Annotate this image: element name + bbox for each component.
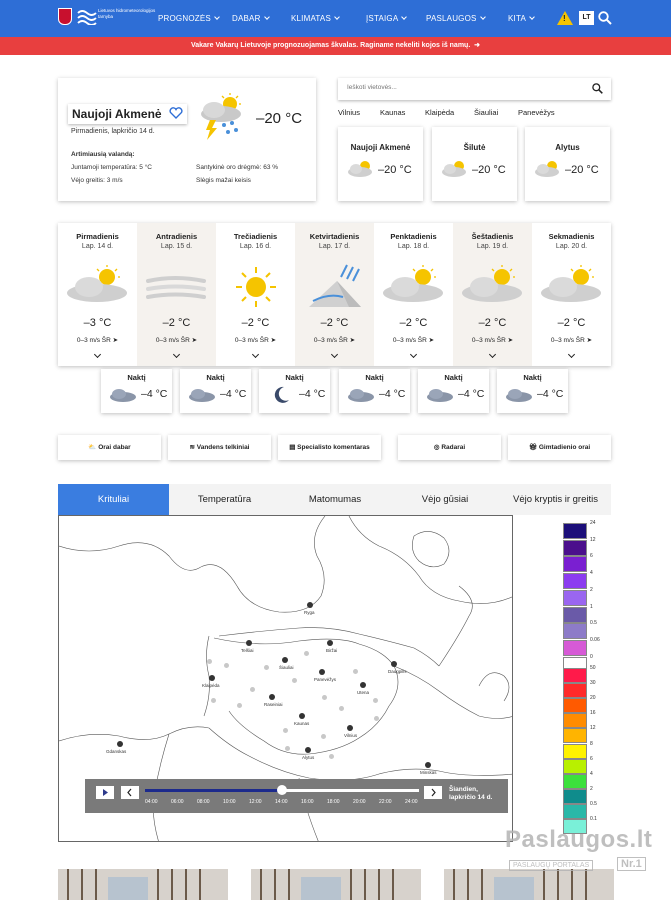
night-forecast[interactable]: Naktį –4 °C [101, 369, 172, 413]
news-image[interactable] [251, 869, 421, 900]
timeline-hour-label[interactable]: 22:00 [379, 799, 392, 805]
city-marker[interactable] [425, 762, 431, 768]
felt-temperature: Juntamoji temperatūra: 5 °C [71, 164, 152, 171]
city-marker-label: Panevėžys [314, 677, 337, 682]
quick-city-siauliai[interactable]: Šiauliai [474, 108, 499, 117]
legend-swatch [563, 590, 587, 606]
legend-value: 50 [590, 665, 596, 671]
quick-city-panevezys[interactable]: Panevėžys [518, 108, 555, 117]
tab-vejo-gusiai[interactable]: Vėjo gūsiai [421, 494, 469, 505]
cloud-icon [188, 387, 216, 403]
chevron-down-icon[interactable] [489, 351, 496, 358]
city-marker[interactable] [282, 657, 288, 663]
chevron-down-icon[interactable] [94, 351, 101, 358]
legend-value: 6 [590, 755, 593, 762]
station-marker[interactable] [237, 703, 242, 708]
moon-icon [271, 385, 291, 405]
legend-swatch [563, 623, 587, 639]
timeline-player [85, 779, 508, 813]
next-button[interactable] [424, 786, 442, 799]
storm-icon [307, 263, 363, 309]
nearest-hour-label: Artimiausią valandą: [71, 151, 135, 158]
day-forecast[interactable]: Šeštadienis Lap. 19 d. –2 °C 0–3 m/s ŠR ➤ [453, 223, 532, 366]
legend-value: 16 [590, 710, 596, 717]
timeline-hour-label[interactable]: 24:00 [405, 799, 418, 805]
legend-value: 1 [590, 603, 593, 610]
timeline-current-label: Šiandien, lapkričio 14 d. [449, 786, 493, 801]
city-marker[interactable] [299, 713, 305, 719]
city-marker[interactable] [391, 661, 397, 667]
tab-vejo-kryptis[interactable]: Vėjo kryptis ir greitis [513, 494, 598, 505]
sun-icon [235, 266, 277, 308]
nav-prognozes[interactable]: PROGNOZĖS [158, 14, 219, 23]
city-marker-label: Daugpilis [388, 669, 407, 674]
pressure: Slėgis mažai keisis [196, 177, 251, 184]
timeline-hour-label[interactable]: 12:00 [249, 799, 262, 805]
quick-city-vilnius[interactable]: Vilnius [338, 108, 360, 117]
legend-value: 24 [590, 520, 596, 526]
city-marker[interactable] [117, 741, 123, 747]
night-forecast[interactable]: Naktį –4 °C [339, 369, 410, 413]
chevron-down-icon [480, 14, 486, 20]
city-marker-label: Raseiniai [264, 702, 283, 707]
legend-swatch [563, 744, 587, 759]
radars-button[interactable]: ◎ Radarai [398, 435, 501, 460]
legend-value: 4 [590, 770, 593, 777]
nav-paslaugos[interactable]: PASLAUGOS [426, 14, 485, 23]
legend-swatch [563, 573, 587, 589]
map-tabs [58, 484, 611, 515]
watermark-sub: PASLAUGŲ PORTALAS [509, 860, 593, 871]
timeline-hour-label[interactable]: 06:00 [171, 799, 184, 805]
timeline-hour-label[interactable]: 18:00 [327, 799, 340, 805]
top-header [0, 0, 671, 37]
building-image [444, 869, 614, 900]
legend-swatch [563, 640, 587, 656]
chevron-left-icon [121, 786, 139, 799]
wind-arrow-icon: ➤ [586, 337, 593, 344]
current-city-title: Naujoji Akmenė [68, 104, 187, 124]
wind-arrow-icon: ➤ [349, 337, 356, 344]
legend-swatch [563, 759, 587, 774]
station-marker[interactable] [322, 695, 327, 700]
cloud-icon [426, 387, 454, 403]
wind-arrow-icon: ➤ [428, 337, 435, 344]
cloud-sun-icon [460, 265, 524, 305]
city-marker[interactable] [305, 747, 311, 753]
warning-icon[interactable]: ! [557, 11, 573, 25]
cloud-sun-icon [347, 159, 375, 179]
legend-value: 2 [590, 785, 593, 792]
legend-swatch [563, 728, 587, 743]
legend-swatch [563, 668, 587, 683]
station-marker[interactable] [211, 698, 216, 703]
timeline-hour-label[interactable]: 20:00 [353, 799, 366, 805]
legend-value: 20 [590, 695, 596, 702]
play-button[interactable] [96, 786, 114, 799]
city-marker-label: Utena [357, 690, 370, 695]
legend-value: 12 [590, 536, 596, 543]
legend-value: 0.5 [590, 800, 597, 807]
day-forecast[interactable]: Penktadienis Lap. 18 d. –2 °C 0–3 m/s ŠR ➤ [374, 223, 453, 366]
city-marker[interactable] [209, 675, 215, 681]
legend-swatch [563, 713, 587, 728]
city-marker-label: Minskas [420, 770, 437, 775]
document-icon: ▤ [289, 444, 298, 451]
current-temp: –20 °C [256, 110, 303, 127]
night-forecast[interactable]: Naktį –4 °C [180, 369, 251, 413]
night-forecast[interactable]: Naktį –4 °C [418, 369, 489, 413]
tab-temperatura[interactable]: Temperatūra [197, 494, 252, 505]
waves-icon: ≋ [189, 444, 197, 451]
logo-text[interactable]: Lietuvos hidrometeorologijos tarnyba [98, 8, 156, 19]
station-marker[interactable] [374, 716, 379, 721]
station-marker[interactable] [292, 678, 297, 683]
language-switch[interactable]: LT [579, 11, 594, 25]
cloud-sun-icon [539, 265, 603, 305]
legend-swatch [563, 683, 587, 698]
timeline-hour-label[interactable]: 14:00 [275, 799, 288, 805]
previous-button[interactable] [121, 786, 139, 799]
city-marker[interactable] [319, 669, 325, 675]
timeline-hour-label[interactable]: 08:00 [197, 799, 210, 805]
legend-value: 0.1 [590, 816, 597, 822]
arrow-right-icon: ➜ [472, 42, 481, 49]
legend-swatch [563, 556, 587, 572]
building-image [58, 869, 228, 900]
chevron-down-icon[interactable] [331, 351, 338, 358]
legend-value: 8 [590, 740, 593, 747]
city-marker-label: Telšiai [241, 648, 254, 653]
city-marker[interactable] [307, 602, 313, 608]
city-marker[interactable] [327, 640, 333, 646]
radar-icon: ◎ [433, 444, 442, 451]
wind-speed: Vėjo greitis: 3 m/s [71, 177, 123, 184]
quick-city-kaunas[interactable]: Kaunas [380, 108, 406, 117]
city-marker-label: Ryga [304, 610, 315, 615]
search-icon[interactable] [592, 83, 603, 94]
day-forecast[interactable]: Ketvirtadienis Lap. 17 d. –2 °C 0–3 m/s ŠR ➤ [295, 223, 374, 366]
wind-arrow-icon: ➤ [112, 337, 119, 344]
day-forecast[interactable]: Sekmadienis Lap. 20 d. –2 °C 0–3 m/s ŠR ➤ [532, 223, 611, 366]
station-marker[interactable] [283, 728, 288, 733]
day-forecast[interactable]: Trečiadienis Lap. 16 d. –2 °C 0–3 m/s ŠR ➤ [216, 223, 295, 366]
legend-swatch [563, 774, 587, 789]
gift-icon: 🎁︎ [528, 444, 539, 451]
city-marker-label: Klaipėda [202, 683, 220, 688]
legend-value: 0.5 [590, 620, 597, 627]
station-marker[interactable] [285, 746, 290, 751]
alert-banner[interactable] [0, 37, 671, 55]
city-marker-label: Biržai [326, 648, 338, 653]
cloud-icon [109, 387, 137, 403]
timeline-progress [145, 789, 282, 792]
humidity: Santykinė oro drėgmė: 63 % [196, 164, 279, 171]
news-image[interactable] [58, 869, 228, 900]
chevron-down-icon[interactable] [173, 351, 180, 358]
location-search [338, 78, 611, 100]
wind-arrow-icon: ➤ [270, 337, 277, 344]
legend-swatch [563, 804, 587, 819]
legend-value: 4 [590, 570, 593, 577]
chevron-right-icon [424, 786, 442, 799]
city-marker-label: Gdanskas [106, 749, 127, 754]
building-image [251, 869, 421, 900]
city-marker-label: Kaunas [294, 721, 310, 726]
chevron-down-icon [529, 14, 535, 20]
nav-istaiga[interactable]: ĮSTAIGA [366, 14, 406, 23]
legend-value: 6 [590, 553, 593, 560]
night-forecast[interactable]: Naktį –4 °C [497, 369, 568, 413]
timeline-hour-label[interactable]: 04:00 [145, 799, 158, 805]
specialist-comment-button[interactable]: ▤ Specialisto komentaras [278, 435, 381, 460]
station-marker[interactable] [304, 651, 309, 656]
chevron-down-icon [402, 14, 408, 20]
station-marker[interactable] [353, 669, 358, 674]
nav-dabar[interactable]: DABAR [232, 14, 269, 23]
city-marker-label: Šiauliai [279, 665, 294, 670]
watermark-badge: Nr.1 [617, 857, 646, 871]
nav-klimatas[interactable]: KLIMATAS [291, 14, 339, 23]
day-forecast[interactable]: Pirmadienis Lap. 14 d. –3 °C 0–3 m/s ŠR ➤ [58, 223, 137, 366]
city-card[interactable]: Šilutė –20 °C [432, 127, 517, 201]
legend-swatch [563, 698, 587, 713]
city-card[interactable]: Naujoji Akmenė –20 °C [338, 127, 423, 201]
city-marker[interactable] [246, 640, 252, 646]
station-marker[interactable] [329, 754, 334, 759]
city-marker[interactable] [347, 725, 353, 731]
timeline-hour-label[interactable]: 10:00 [223, 799, 236, 805]
search-icon[interactable] [598, 11, 612, 25]
cloud-sun-small-icon: ⛅ [88, 444, 99, 451]
legend-swatch [563, 789, 587, 804]
cloud-icon [505, 387, 533, 403]
day-forecast[interactable]: Antradienis Lap. 15 d. –2 °C 0–3 m/s ŠR ➤ [137, 223, 216, 366]
chevron-down-icon [334, 14, 340, 20]
cloud-sun-icon [534, 159, 562, 179]
wind-arrow-icon: ➤ [191, 337, 198, 344]
chevron-down-icon [264, 14, 270, 20]
timeline-handle[interactable] [277, 785, 287, 795]
city-marker-label: Alytus [302, 755, 315, 760]
timeline-hour-label[interactable]: 16:00 [301, 799, 314, 805]
search-input[interactable] [347, 84, 577, 91]
cloud-sun-icon [381, 265, 445, 305]
city-marker-label: Vilnius [344, 733, 358, 738]
station-marker[interactable] [373, 698, 378, 703]
station-marker[interactable] [250, 687, 255, 692]
quick-city-klaipeda[interactable]: Klaipėda [425, 108, 455, 117]
waves-logo-icon[interactable] [77, 9, 97, 25]
legend-value: 12 [590, 725, 596, 732]
current-date: Pirmadienis, lapkričio 14 d. [71, 128, 155, 135]
station-marker[interactable] [224, 663, 229, 668]
tab-krituliai[interactable]: Krituliai [58, 484, 169, 515]
night-forecast[interactable]: Naktį –4 °C [259, 369, 330, 413]
chevron-down-icon[interactable] [410, 351, 417, 358]
city-marker[interactable] [360, 682, 366, 688]
station-marker[interactable] [321, 734, 326, 739]
city-card[interactable]: Alytus –20 °C [525, 127, 610, 201]
legend-value: 0.06 [590, 636, 600, 643]
watermark-main: Paslaugos.lt [505, 826, 653, 853]
legend-swatch [563, 523, 587, 539]
watermark [505, 826, 653, 870]
nav-kita[interactable]: KITA [508, 14, 534, 23]
tab-matomumas[interactable]: Matomumas [308, 494, 362, 505]
station-marker[interactable] [207, 659, 212, 664]
water-bodies-button[interactable]: ≋ Vandens telkiniai [168, 435, 271, 460]
weather-now-button[interactable]: ⛅ Orai dabar [58, 435, 161, 460]
station-marker[interactable] [339, 706, 344, 711]
cloud-sun-icon [65, 265, 129, 305]
legend-swatch [563, 607, 587, 623]
birthday-weather-button[interactable]: 🎁︎ Gimtadienio orai [508, 435, 611, 460]
chevron-down-icon[interactable] [568, 351, 575, 358]
fog-icon [145, 275, 207, 301]
legend-value: 2 [590, 586, 593, 593]
station-marker[interactable] [264, 665, 269, 670]
alert-text: Vakare Vakarų Lietuvoje prognozuojamas škvalas. Raginame nekeliti kojos iš namų. [190, 42, 471, 49]
coat-of-arms-icon[interactable] [58, 8, 72, 25]
legend-value: 30 [590, 680, 596, 687]
chevron-down-icon[interactable] [252, 351, 259, 358]
play-icon [96, 786, 114, 799]
cloud-sun-icon [441, 159, 469, 179]
chevron-down-icon [214, 14, 220, 20]
wind-arrow-icon: ➤ [507, 337, 514, 344]
city-marker[interactable] [269, 694, 275, 700]
news-image[interactable] [444, 869, 614, 900]
legend-value: 0 [590, 653, 593, 660]
cloud-icon [347, 387, 375, 403]
legend-swatch [563, 540, 587, 556]
snow-storm-icon [192, 92, 250, 142]
heart-icon[interactable] [169, 107, 183, 119]
